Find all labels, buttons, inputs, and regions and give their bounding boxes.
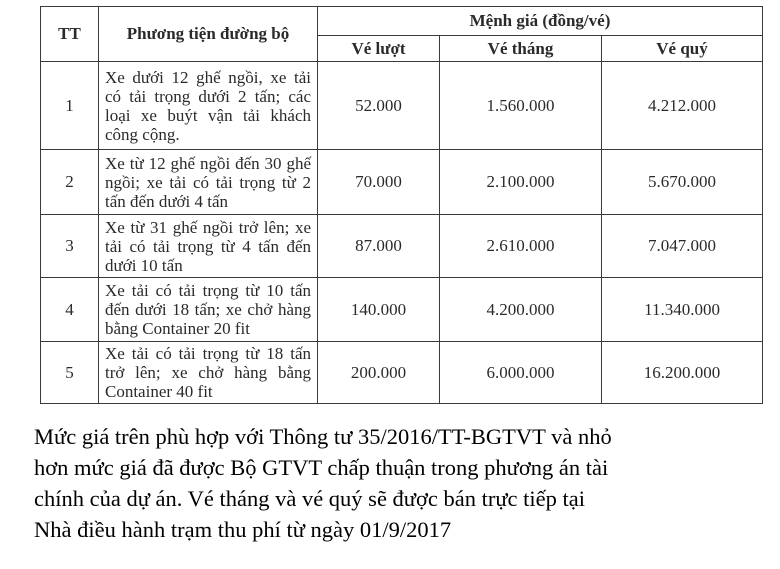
vehicle-type: Xe tải có tải trọng từ 18 tấn trở lên; xe chở hàng bằng Container 40 fit [99, 342, 318, 404]
row-number: 5 [41, 342, 99, 404]
price-per-trip: 70.000 [318, 150, 440, 215]
vehicle-type: Xe dưới 12 ghế ngồi, xe tải có tải trọng dưới 2 tấn; các loại xe buýt vận tải khách công cộng. [99, 62, 318, 150]
vehicle-type: Xe tải có tải trọng từ 10 tấn đến dưới 18 tấn; xe chở hàng bằng Container 20 fit [99, 278, 318, 342]
price-per-trip: 140.000 [318, 278, 440, 342]
price-quarterly: 4.212.000 [602, 62, 763, 150]
header-tt: TT [41, 7, 99, 62]
row-number: 2 [41, 150, 99, 215]
header-vehicle: Phương tiện đường bộ [99, 7, 318, 62]
note-line: hơn mức giá đã được Bộ GTVT chấp thuận trong phương án tài [34, 455, 609, 480]
row-number: 3 [41, 215, 99, 278]
price-monthly: 4.200.000 [440, 278, 602, 342]
price-per-trip: 52.000 [318, 62, 440, 150]
header-monthly: Vé tháng [440, 36, 602, 62]
price-quarterly: 7.047.000 [602, 215, 763, 278]
price-quarterly: 11.340.000 [602, 278, 763, 342]
price-monthly: 1.560.000 [440, 62, 602, 150]
note-line: Mức giá trên phù hợp với Thông tư 35/2016/TT-BGTVT và nhỏ [34, 424, 612, 449]
toll-fee-table [40, 6, 763, 404]
vehicle-type: Xe từ 12 ghế ngồi đến 30 ghế ngồi; xe tải có tải trọng từ 2 tấn đến dưới 4 tấn [99, 150, 318, 215]
vehicle-type: Xe từ 31 ghế ngồi trở lên; xe tải có tải trọng từ 4 tấn đến dưới 10 tấn [99, 215, 318, 278]
header-per-trip: Vé lượt [318, 36, 440, 62]
note-paragraph [34, 421, 774, 545]
note-line: chính của dự án. Vé tháng và vé quý sẽ được bán trực tiếp tại [34, 486, 586, 511]
row-number: 4 [41, 278, 99, 342]
note-line: Nhà điều hành trạm thu phí từ ngày 01/9/2017 [34, 517, 452, 542]
price-monthly: 2.610.000 [440, 215, 602, 278]
price-monthly: 6.000.000 [440, 342, 602, 404]
table-row [41, 215, 763, 278]
header-price-group: Mệnh giá (đồng/vé) [318, 7, 763, 36]
table-row [41, 278, 763, 342]
header-quarterly: Vé quý [602, 36, 763, 62]
table-row [41, 62, 763, 150]
price-monthly: 2.100.000 [440, 150, 602, 215]
table-row [41, 342, 763, 404]
price-per-trip: 200.000 [318, 342, 440, 404]
row-number: 1 [41, 62, 99, 150]
price-quarterly: 16.200.000 [602, 342, 763, 404]
price-quarterly: 5.670.000 [602, 150, 763, 215]
table-row [41, 150, 763, 215]
price-per-trip: 87.000 [318, 215, 440, 278]
